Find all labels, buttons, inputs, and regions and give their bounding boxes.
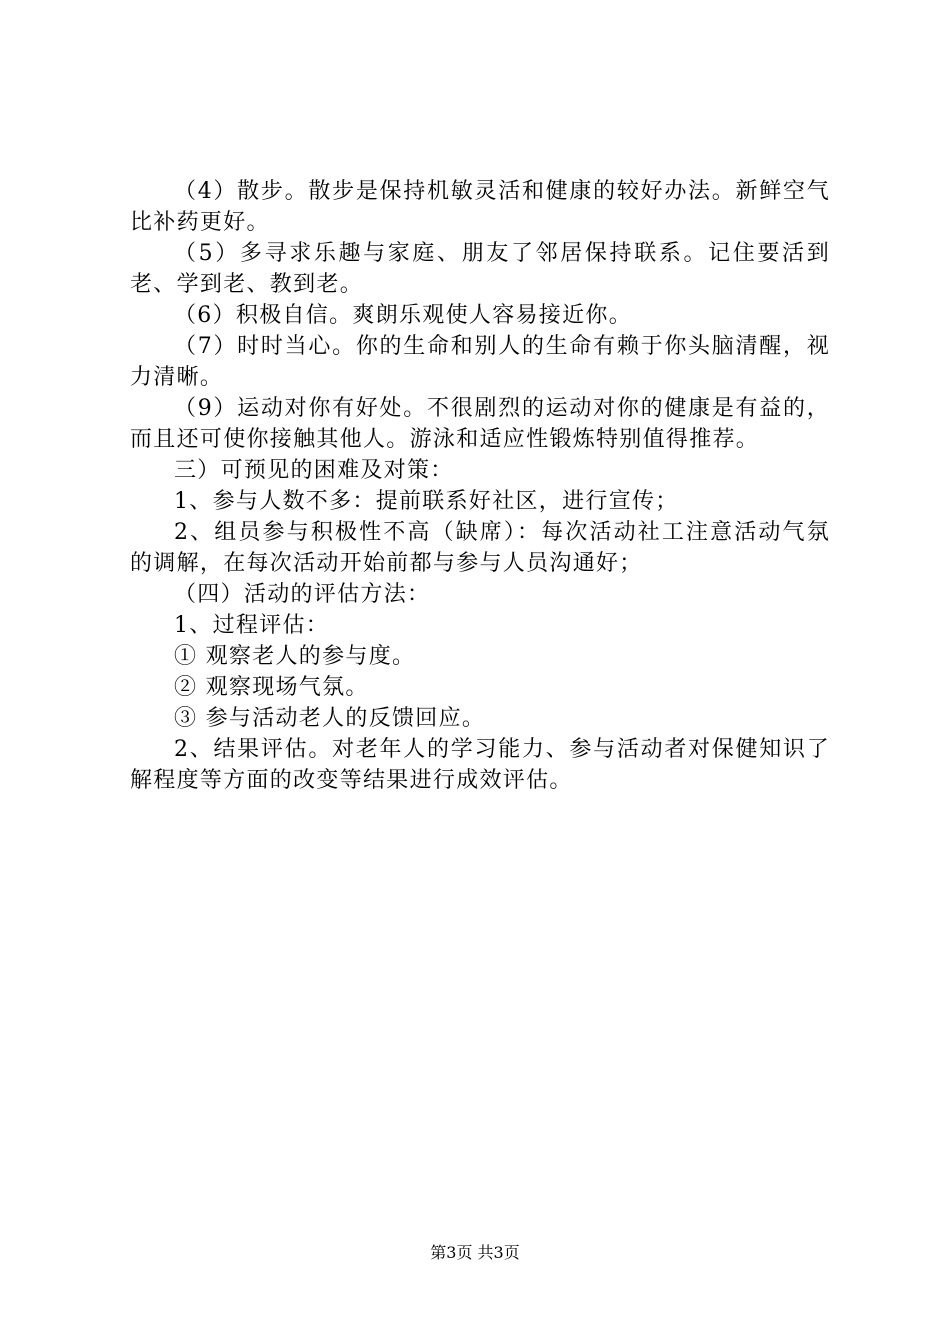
paragraph-result-evaluation: 2、结果评估。对老年人的学习能力、参与活动者对保健知识了解程度等方面的改变等结果进行成效评估。	[130, 737, 830, 793]
list-item-feedback: ③ 参与活动老人的反馈回应。	[174, 706, 486, 731]
list-item-observe-atmosphere: ② 观察现场气氛。	[174, 675, 369, 700]
paragraph-exercise: （9）运动对你有好处。不很剧烈的运动对你的健康是有益的，而且还可使你接触其他人。游泳和适应性锻炼特别值得推荐。	[130, 396, 830, 452]
paragraph-process-evaluation: 1、过程评估：	[174, 613, 330, 638]
paragraph-difficulty-2: 2、组员参与积极性不高（缺席）：每次活动社工注意活动气氛的调解，在每次活动开始前都与参与人员沟通好；	[130, 520, 830, 576]
paragraph-social-contact: （5）多寻求乐趣与家庭、朋友了邻居保持联系。记住要活到老、学到老、教到老。	[130, 241, 830, 297]
paragraph-difficulty-1: 1、参与人数不多：提前联系好社区，进行宣传；	[174, 489, 679, 514]
section-heading-evaluation: （四）活动的评估方法：	[174, 582, 431, 607]
paragraph-caution: （7）时时当心。你的生命和别人的生命有赖于你头脑清醒，视力清晰。	[130, 334, 830, 390]
section-heading-difficulties: 三）可预见的困难及对策：	[174, 458, 454, 483]
document-body	[130, 176, 830, 796]
paragraph-confidence: （6）积极自信。爽朗乐观使人容易接近你。	[174, 303, 632, 328]
list-item-observe-participation: ① 观察老人的参与度。	[174, 644, 416, 669]
page-number-footer: 第3页 共3页	[430, 1243, 520, 1262]
paragraph-walking: （4）散步。散步是保持机敏灵活和健康的较好办法。新鲜空气比补药更好。	[130, 179, 830, 235]
